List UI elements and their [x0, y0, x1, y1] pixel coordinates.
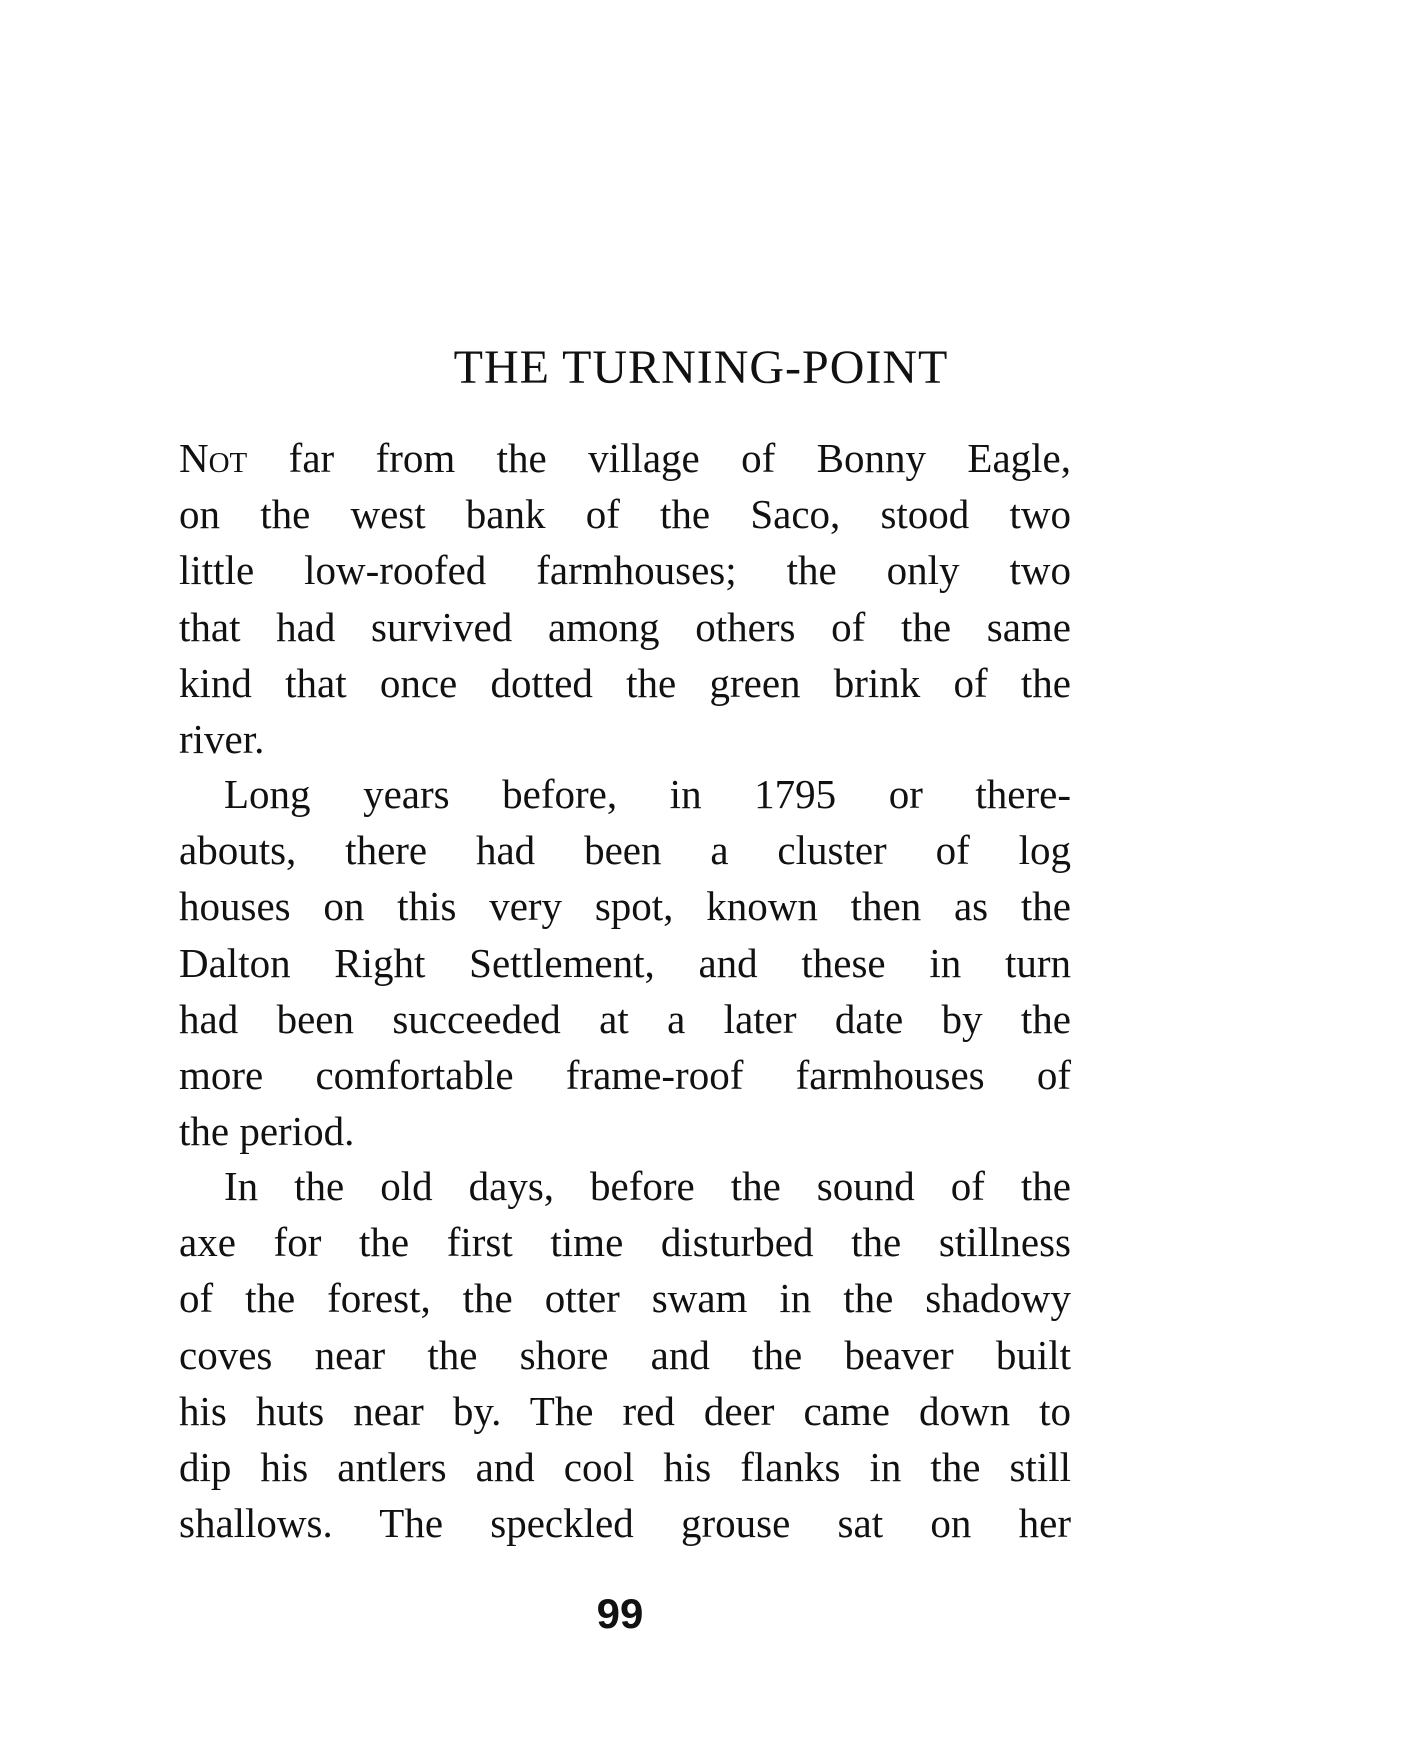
chapter-title: THE TURNING-POINT [453, 341, 949, 394]
paragraph-line: little low-roofed farmhouses; the only two [179, 547, 1071, 594]
paragraph-line: that had survived among others of the same [179, 603, 1071, 650]
paragraph-line: on the west bank of the Saco, stood two [179, 491, 1071, 538]
lead-in-word: Not [179, 435, 248, 481]
paragraph-line: his huts near by. The red deer came down to [179, 1387, 1071, 1434]
paragraph-line: Dalton Right Settlement, and these in turn [179, 939, 1071, 986]
paragraph-line: houses on this very spot, known then as the [179, 883, 1071, 930]
paragraph-line: axe for the first time disturbed the stillness [179, 1219, 1071, 1266]
paragraph-line: shallows. The speckled grouse sat on her [179, 1500, 1071, 1547]
paragraph-3 [179, 1158, 1071, 1551]
paragraph-line: abouts, there had been a cluster of log [179, 827, 1071, 874]
page-number: 99 [596, 1590, 644, 1637]
paragraph-line: In the old days, before the sound of the [224, 1163, 1071, 1209]
paragraph-line: kind that once dotted the green brink of the [179, 659, 1071, 706]
paragraph-line: the period. [179, 1108, 355, 1155]
paragraph-1 [179, 430, 1071, 767]
paragraph-line: Long years before, in 1795 or there- [224, 771, 1071, 817]
paragraph-line: more comfortable frame-roof farmhouses of [179, 1051, 1071, 1098]
paragraph-line [179, 430, 1071, 486]
paragraph-line: of the forest, the otter swam in the shadowy [179, 1275, 1071, 1322]
paragraph-2 [179, 766, 1071, 1159]
line-text: far from the village of Bonny Eagle, [247, 435, 1071, 481]
paragraph-line: dip his antlers and cool his flanks in the still [179, 1443, 1071, 1490]
paragraph-line: coves near the shore and the beaver built [179, 1331, 1071, 1378]
paragraph-line: river. [179, 715, 265, 762]
paragraph-line: had been succeeded at a later date by the [179, 995, 1071, 1042]
